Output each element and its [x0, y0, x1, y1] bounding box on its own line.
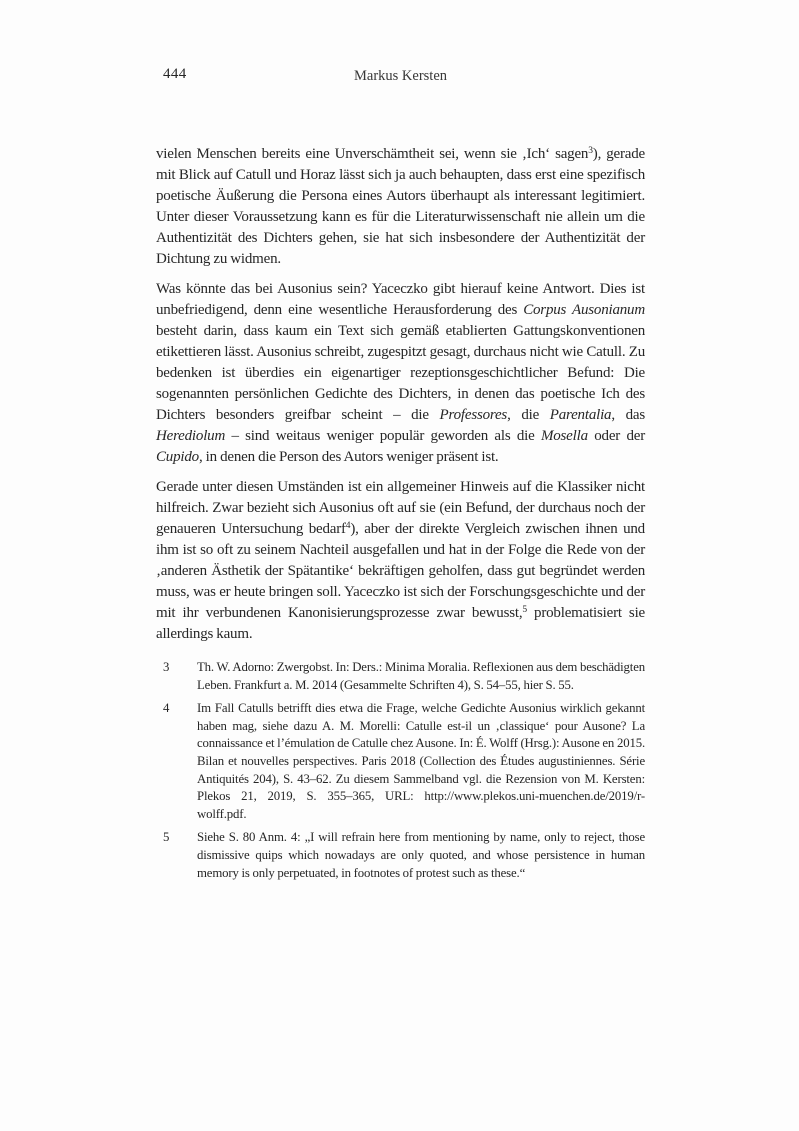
footnote	[156, 700, 645, 823]
paragraph: Gerade unter diesen Umständen ist ein allgemeiner Hinweis auf die Klassiker nicht hilfreich. Zwar bezieht sich Ausonius oft auf sie (ein Befund, der durchaus noch der genaueren Untersuchung bedarf$^4$), aber der direkte Vergleich zwischen ihnen und ihm ist so oft zu seinem Nachteil ausgefallen und hat in der Folge die Rede von der ‚anderen Ästhetik der Spätantike‘ bekräftigen geholfen, dass gut begründet werden muss, was er heute bringen soll. Yaceczko ist sich der Forschungsgeschichte und der mit ihr verbundenen Kanonisierungsprozesse zwar bewusst,$^5$ problematisiert sie allerdings kaum.	[156, 479, 645, 642]
footnotes	[156, 659, 645, 882]
footnote-text: Im Fall Catulls betrifft dies etwa die Frage, welche Gedichte Ausonius wirklich gekannt haben mag, siehe dazu A. M. Morelli: Catulle est-il un ‚classique‘ pour Ausone? La connaissance et l’émulation de Catulle chez Ausone. In: É. Wolff (Hrsg.): Ausone en 2015. Bilan et nouvelles perspectives. Paris 2018 (Collection des Études augustiniennes. Série Antiquités 204), S. 43–62. Zu diesem Sammelband vgl. die Rezension von M. Kersten: Plekos 21, 2019, S. 355–365, URL: http://www.plekos.uni-muenchen.de/2019/r-wolff.pdf.	[197, 701, 645, 821]
footnote-text: Th. W. Adorno: Zwergobst. In: Ders.: Minima Moralia. Reflexionen aus dem beschädigten Leben. Frankfurt a. M. 2014 (Gesammelte Schriften 4), S. 54–55, hier S. 55.	[197, 660, 645, 692]
footnote-ref: 3	[588, 146, 593, 156]
paragraph: vielen Menschen bereits eine Unverschämtheit sei, wenn sie ‚Ich‘ sagen$^3$), gerade mit Blick auf Catull und Horaz lässt sich ja auch behaupten, dass erst eine spezifisch poetische Äußerung die Persona eines Autors überhaupt als interessant legitimiert. Unter dieser Voraussetzung kann es für die Literaturwissenschaft nie allein um die Authentizität des Dichters gehen, sie hat sich insbesondere der Authentizität der Dichtung zu widmen.	[156, 146, 646, 267]
footnote-ref: 5	[522, 605, 527, 615]
page-header	[156, 66, 645, 88]
footnote	[156, 829, 645, 882]
body-text	[156, 144, 645, 882]
paragraph: Was könnte das bei Ausonius sein? Yaceczko gibt hierauf keine Antwort. Dies ist unbefriedigend, denn eine wesentliche Herausforderung des Corpus Ausonianum besteht darin, dass kaum ein Text sich gemäß etablierten Gattungskonventionen etikettieren lässt. Ausonius schreibt, zugespitzt gesagt, durchaus nicht wie Catull. Zu bedenken ist überdies ein eigenartiger rezeptionsgeschichtlicher Befund: Die sogenannten persönlichen Gedichte des Dichters, in denen das poetische Ich des Dichters besonders greifbar scheint – die Professores, die Parentalia, das Herediolum – sind weitaus weniger populär geworden als die Mosella oder der Cupido, in denen die Person des Autors weniger präsent ist.	[156, 281, 645, 465]
footnote-number: 5	[163, 830, 170, 845]
footnote-number: 3	[163, 660, 170, 674]
footnote	[156, 659, 645, 694]
footnote-text: Siehe S. 80 Anm. 4: „I will refrain here from mentioning by name, only to reject, those dismissive quips which nowadays are only quoted, and whose persistence in human memory is only perpetuated, in footnotes of protest such as these.“	[197, 830, 645, 880]
page-number: 444	[163, 66, 187, 82]
running-head: Markus Kersten	[353, 67, 448, 84]
footnote-ref: 4	[345, 521, 351, 531]
footnote-number: 4	[163, 701, 170, 716]
